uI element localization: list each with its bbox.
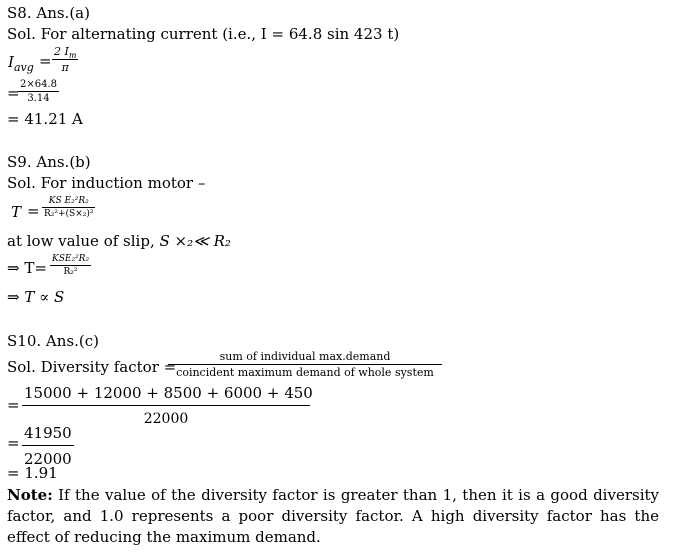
s9-torque-fraction: KS E₂²R₂ R₂²+(S×₂)² [44,196,94,219]
s10-value-fraction: 41950 22000 [24,424,72,468]
s10-note [7,485,659,548]
s8-formula-fraction: 2 $I_m$ π [54,45,77,74]
s10-equals-2: = [7,434,20,452]
s10-df-fraction: sum of individual max.demand coincident maximum demand of whole system [168,350,442,379]
s8-result: = 41.21 A [7,110,83,128]
s8-i-avg: $I_{avg}$ [8,53,34,74]
s9-step2-prefix: ⇒ T= [7,259,47,277]
s10-solution-text: Sol. Diversity factor = [7,358,177,376]
s9-solution-text: Sol. For induction motor – [7,174,206,192]
s10-sum-fraction: 15000 + 12000 + 8500 + 6000 + 450 22000 [24,384,313,427]
s10-equals-1: = [7,396,20,414]
note-text: If the value of the diversity factor is greater than 1, then it is a good diversity factor, and 1.0 represents a poor diversity factor. A high diversity factor has the effect of reducing the maximum demand. [7,486,659,546]
s9-low-slip-text: at low value of slip, S ×₂≪ R₂ [7,232,231,250]
s8-equals-2: = [7,84,20,102]
s9-result: ⇒ T ∝ S [7,288,65,306]
note-label: Note: [7,486,53,504]
s8-solution-text: Sol. For alternating current (i.e., I = 64.8 sin 423 t) [7,25,400,43]
s9-heading: S9. Ans.(b) [7,153,91,171]
s9-torque-var: T [11,203,22,221]
s8-numeric-fraction: 2×64.8 3.14 [20,79,58,104]
s10-result: = 1.91 [7,464,58,482]
s8-equals: = [39,52,52,70]
s9-step2-fraction: KSE₂²R₂ R₂² [52,254,90,277]
s10-heading: S10. Ans.(c) [7,332,99,350]
s8-heading: S8. Ans.(a) [7,4,90,22]
s9-equals: = [27,202,40,220]
